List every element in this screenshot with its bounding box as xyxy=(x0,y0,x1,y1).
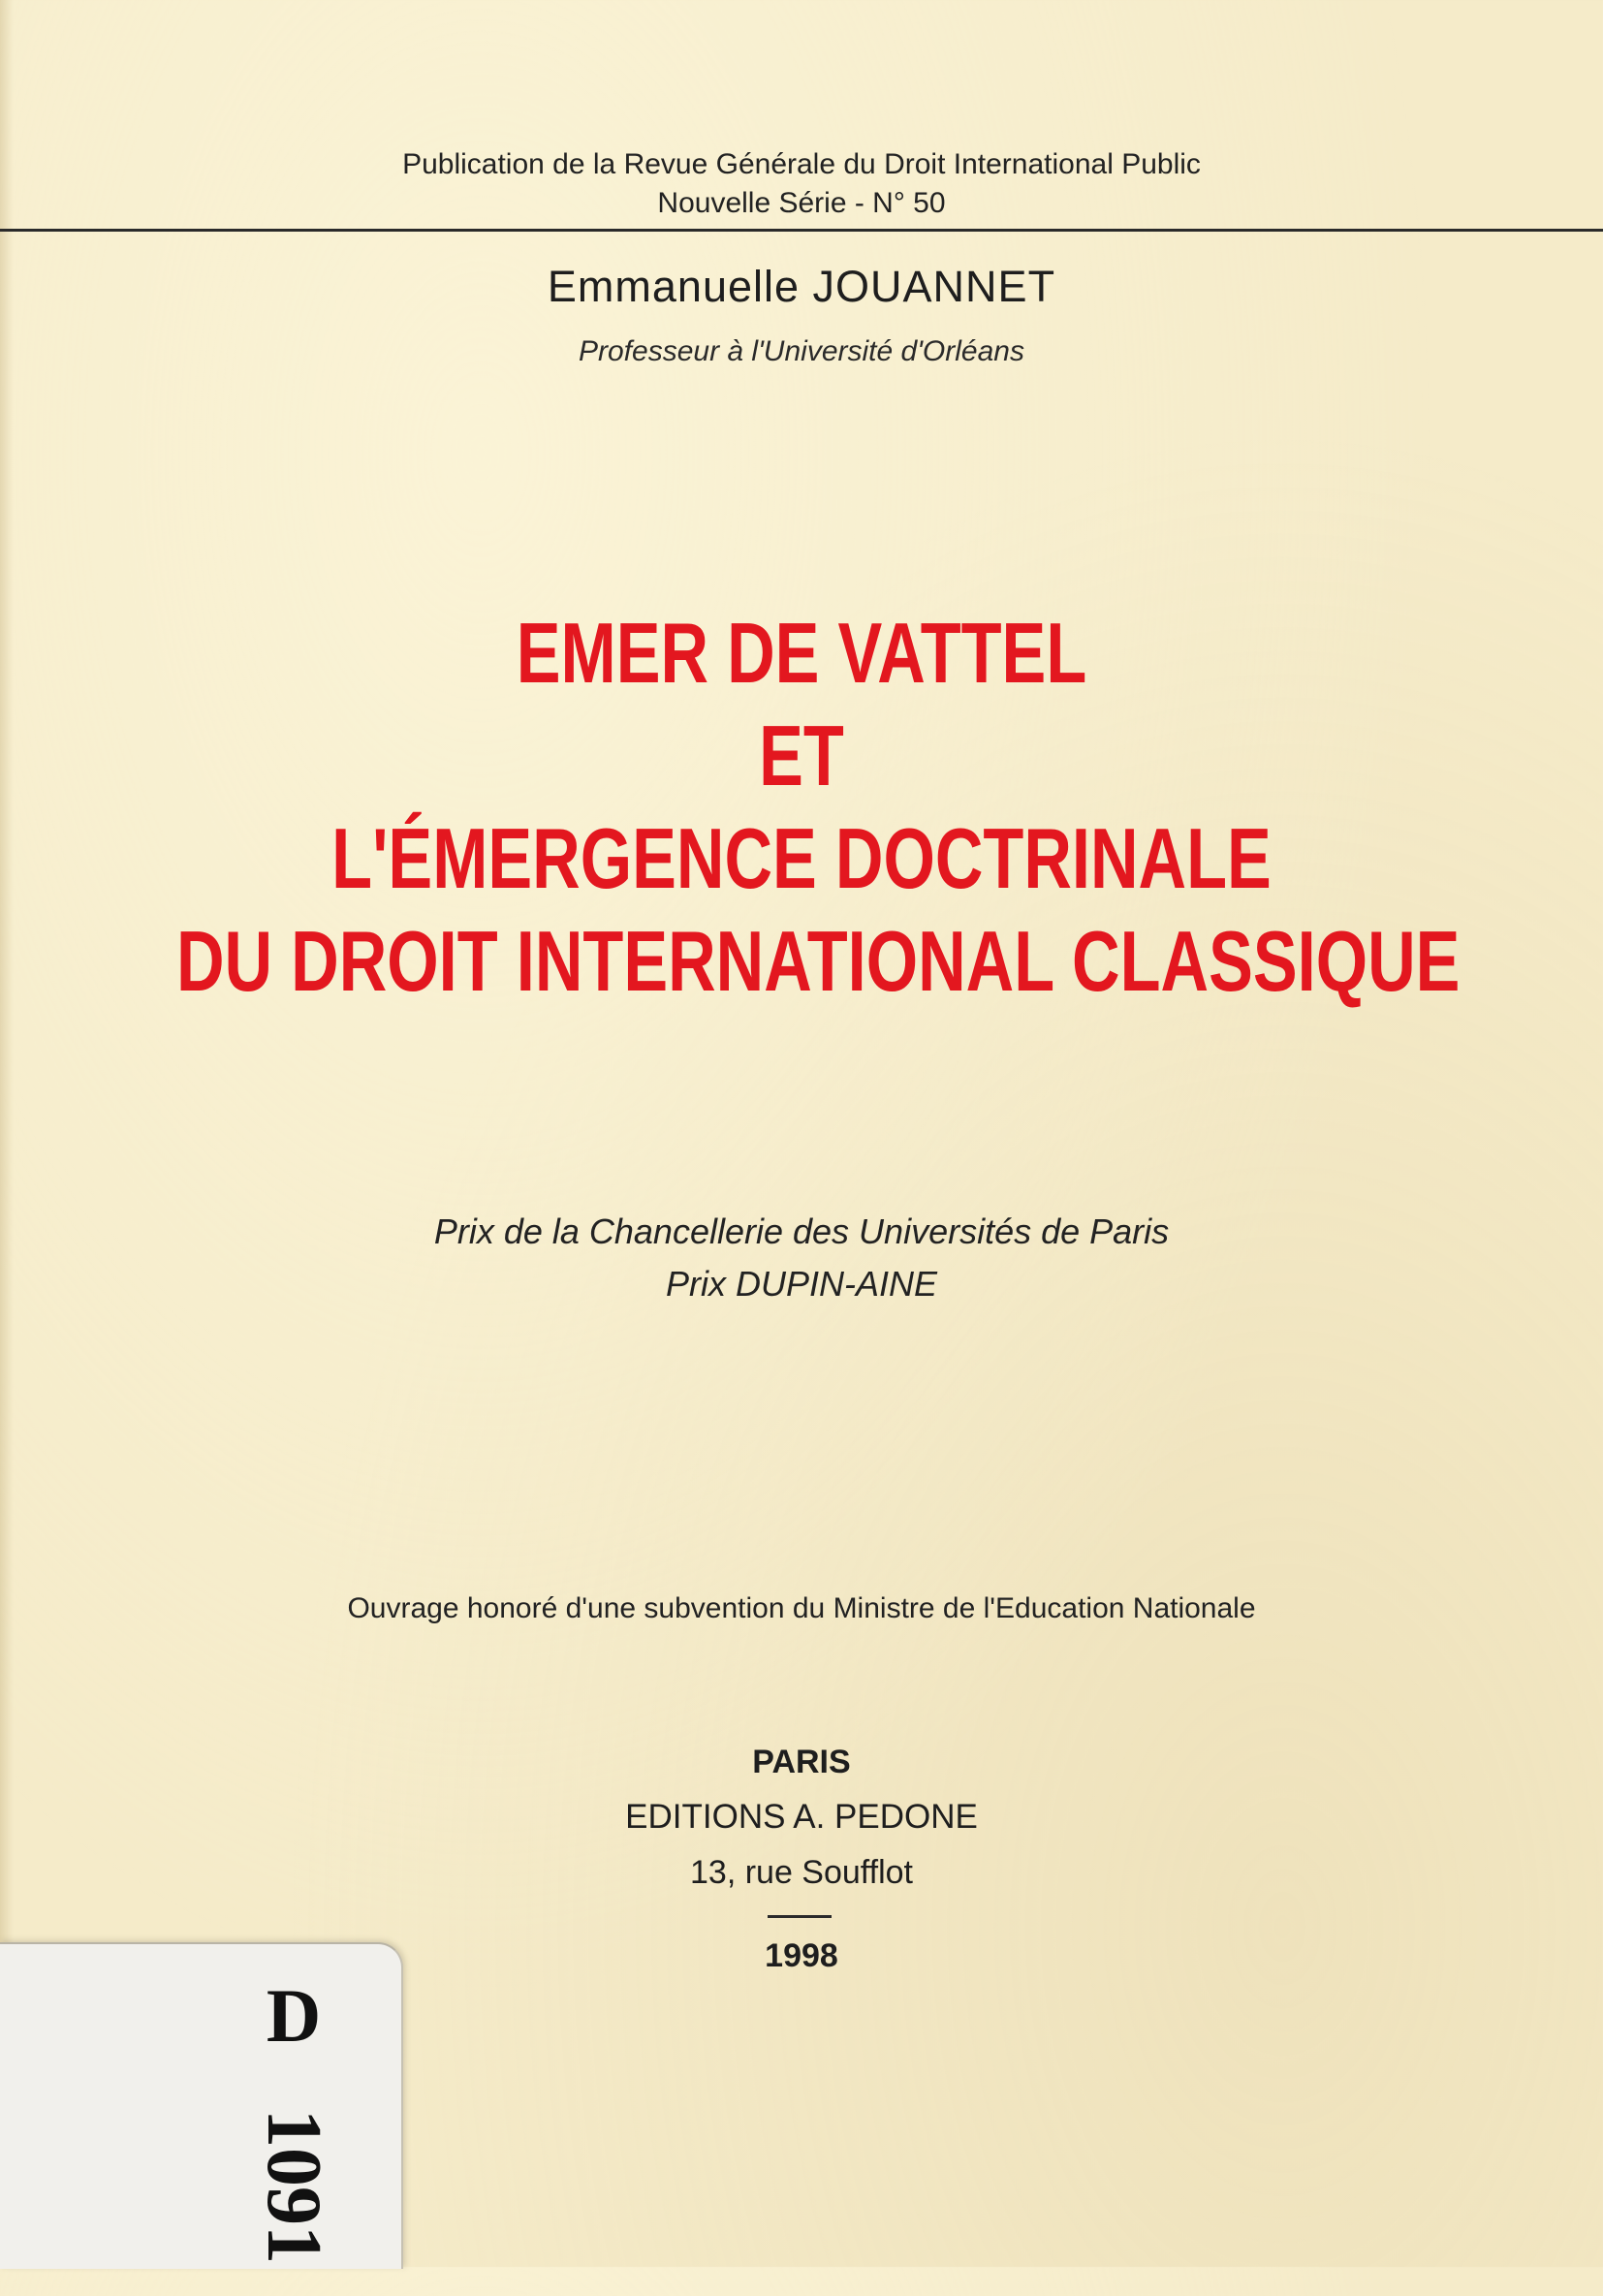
shelf-number: 1091 xyxy=(251,2109,336,2264)
prize-line-1: Prix de la Chancellerie des Universités de Paris xyxy=(433,1211,1170,1251)
shelf-letter: D xyxy=(266,1973,322,2058)
shelf-mark xyxy=(240,1973,347,2264)
author-name: Emmanuelle JOUANNET xyxy=(547,262,1056,311)
title-line-2: ET xyxy=(759,708,844,803)
series-line-2: Nouvelle Série - N° 50 xyxy=(657,187,946,219)
header-rule xyxy=(0,229,1603,232)
year-rule xyxy=(768,1915,832,1918)
prize-line-2: Prix DUPIN-AINE xyxy=(665,1264,938,1304)
publisher-name: EDITIONS A. PEDONE xyxy=(625,1798,978,1836)
author-affiliation: Professeur à l'Université d'Orléans xyxy=(579,335,1024,367)
title-line-4: DU DROIT INTERNATIONAL CLASSIQUE xyxy=(175,913,1461,1009)
publisher-address: 13, rue Soufflot xyxy=(690,1854,913,1891)
publisher-city: PARIS xyxy=(752,1744,851,1780)
title-line-3: L'ÉMERGENCE DOCTRINALE xyxy=(331,810,1272,906)
series-line-1: Publication de la Revue Générale du Droit International Public xyxy=(402,148,1201,180)
title-line-1: EMER DE VATTEL xyxy=(516,605,1087,701)
grant-notice: Ouvrage honoré d'une subvention du Ministre de l'Education Nationale xyxy=(347,1592,1256,1624)
publication-year: 1998 xyxy=(765,1937,838,1974)
